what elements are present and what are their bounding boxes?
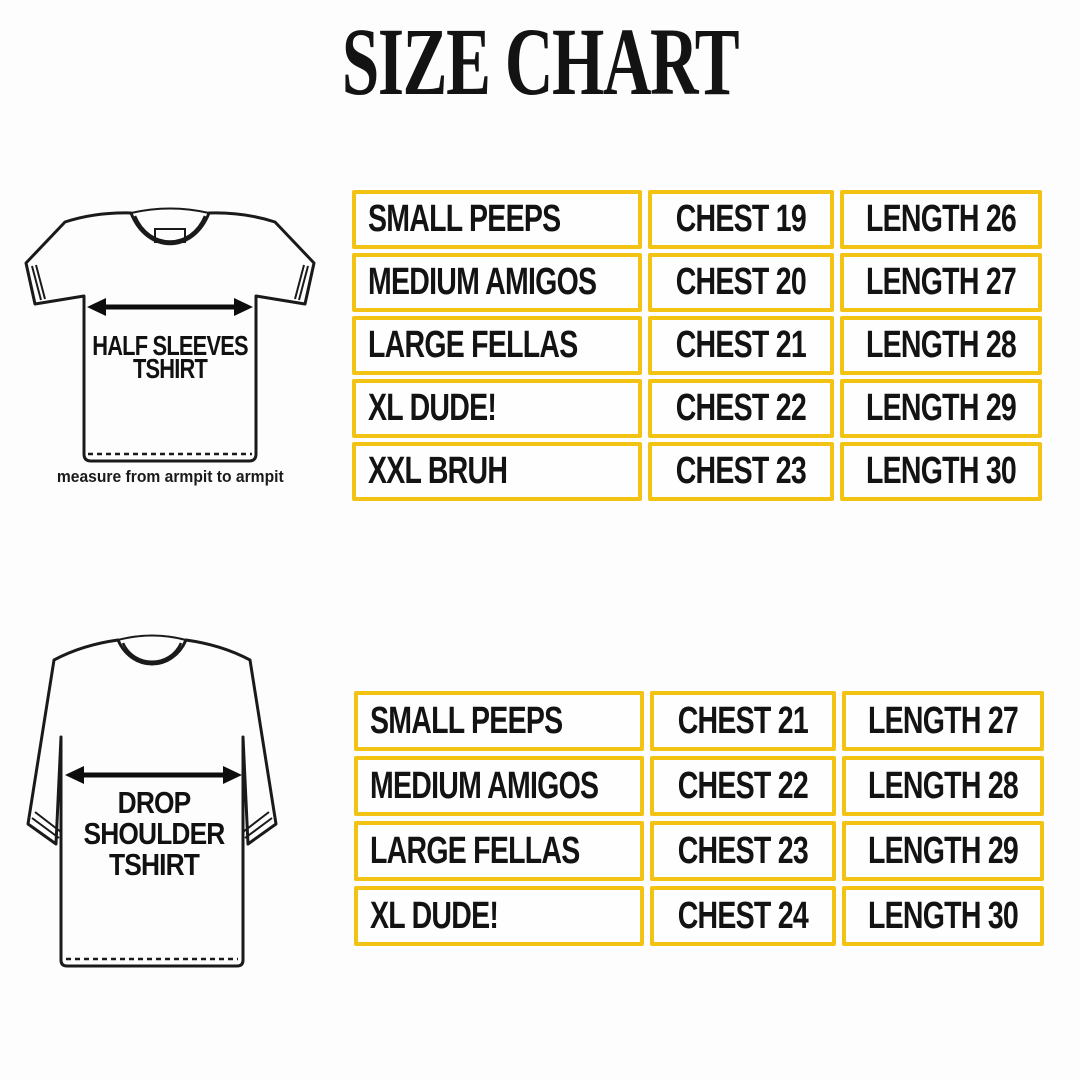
table-row <box>354 691 1044 751</box>
chest-cell: CHEST 23 <box>650 821 836 881</box>
table-row <box>354 886 1044 946</box>
size-cell: LARGE FELLAS <box>352 316 642 375</box>
size-cell: SMALL PEEPS <box>352 190 642 249</box>
half-sleeves-tshirt-figure <box>18 196 322 468</box>
shirt-type-line-1: HALF SLEEVES <box>92 330 248 362</box>
chest-cell: CHEST 22 <box>648 379 834 438</box>
measure-caption-text: measure from armpit to armpit <box>56 467 284 486</box>
chest-cell: CHEST 21 <box>650 691 836 751</box>
table-row <box>352 253 1042 312</box>
shirt-type-line-3: TSHIRT <box>109 848 199 883</box>
drop-shoulder-tshirt-figure <box>20 612 300 984</box>
size-cell: MEDIUM AMIGOS <box>354 756 644 816</box>
size-cell: XXL BRUH <box>352 442 642 501</box>
length-cell: LENGTH 28 <box>842 756 1044 816</box>
drop-shoulder-size-table <box>354 691 1044 946</box>
table-row <box>352 379 1042 438</box>
measure-caption <box>18 467 322 487</box>
length-cell: LENGTH 28 <box>840 316 1042 375</box>
length-cell: LENGTH 26 <box>840 190 1042 249</box>
length-cell: LENGTH 27 <box>840 253 1042 312</box>
chest-cell: CHEST 24 <box>650 886 836 946</box>
drop-shoulder-tshirt-illustration <box>20 612 300 984</box>
size-cell: LARGE FELLAS <box>354 821 644 881</box>
size-cell: XL DUDE! <box>354 886 644 946</box>
page-title <box>0 8 1080 115</box>
chest-cell: CHEST 20 <box>648 253 834 312</box>
table-row <box>352 442 1042 501</box>
size-cell: SMALL PEEPS <box>354 691 644 751</box>
length-cell: LENGTH 27 <box>842 691 1044 751</box>
half-sleeves-tshirt-illustration <box>18 196 322 468</box>
chest-cell: CHEST 23 <box>648 442 834 501</box>
size-cell: MEDIUM AMIGOS <box>352 253 642 312</box>
shirt-type-line-2: TSHIRT <box>132 353 208 385</box>
chest-cell: CHEST 19 <box>648 190 834 249</box>
length-cell: LENGTH 30 <box>840 442 1042 501</box>
table-row <box>352 190 1042 249</box>
length-cell: LENGTH 29 <box>842 821 1044 881</box>
chest-cell: CHEST 22 <box>650 756 836 816</box>
collar-back-line <box>118 636 186 641</box>
table-row <box>354 756 1044 816</box>
length-cell: LENGTH 29 <box>840 379 1042 438</box>
collar-back-line <box>131 209 209 214</box>
chest-cell: CHEST 21 <box>648 316 834 375</box>
page-title-text: SIZE CHART <box>341 8 739 115</box>
shirt-type-line-2: SHOULDER <box>83 817 225 852</box>
shirt-type-line-1: DROP <box>117 786 191 821</box>
half-sleeves-size-table <box>352 190 1042 501</box>
length-cell: LENGTH 30 <box>842 886 1044 946</box>
table-row <box>352 316 1042 375</box>
size-cell: XL DUDE! <box>352 379 642 438</box>
table-row <box>354 821 1044 881</box>
